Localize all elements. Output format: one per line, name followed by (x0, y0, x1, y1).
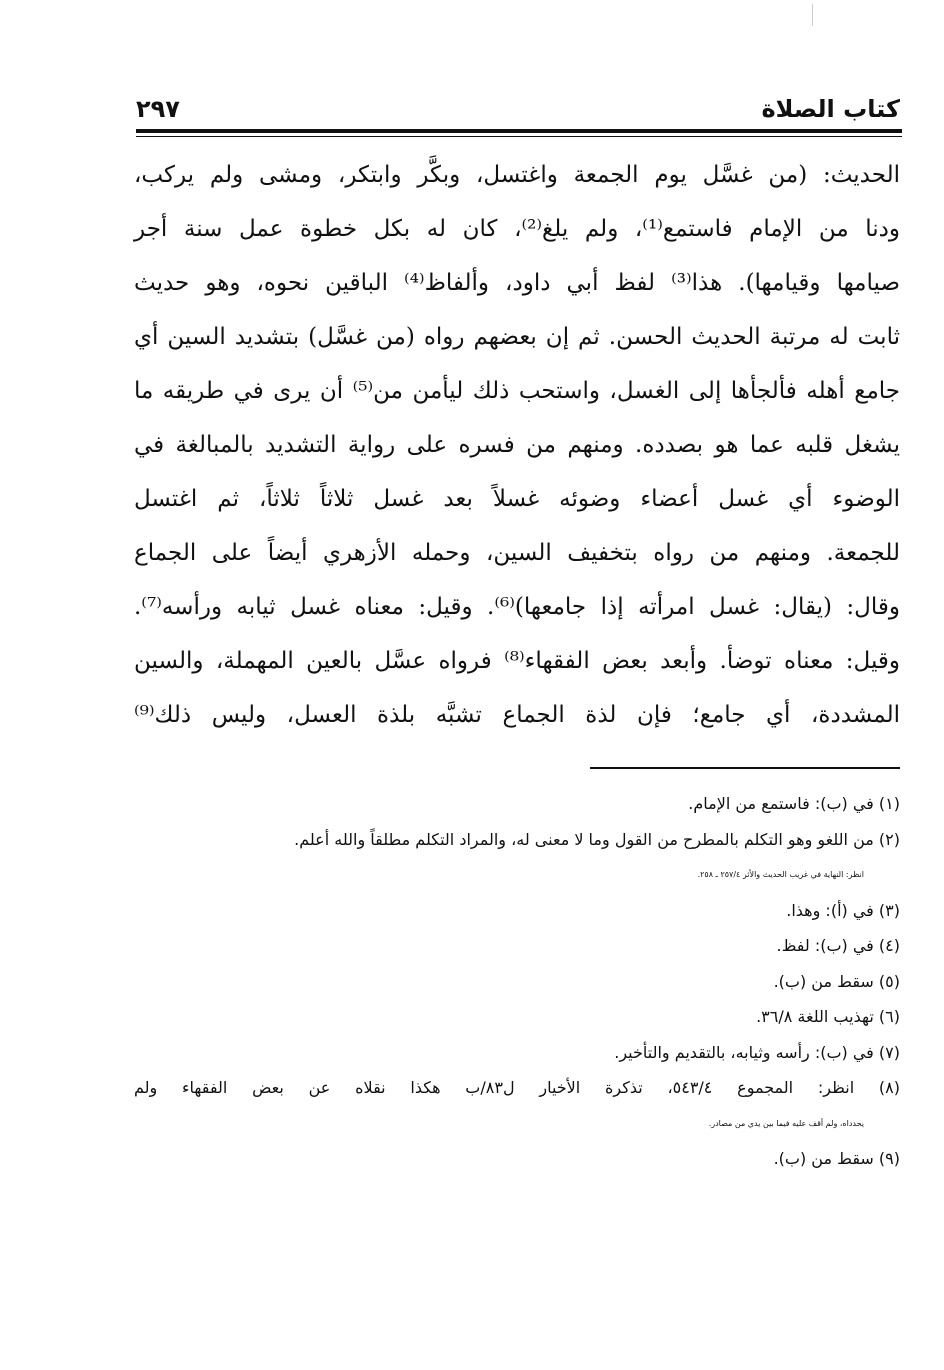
text-line: جامع أهله فألجأها إلى الغسل، واستحب ذلك ليأمن من⁽⁵⁾ أن يرى في طريقه ما (134, 378, 901, 404)
text-line: الحديث: (من غسَّل يوم الجمعة واغتسل، وبكَّر وابتكر، ومشى ولم يركب، (134, 162, 900, 188)
page-number: ٢٩٧ (136, 95, 180, 123)
footnotes (134, 786, 900, 1177)
footnote: (٤) في (ب): لفظ. (776, 936, 900, 955)
header-rule-thin (136, 136, 902, 137)
footnote: (٢) من اللغو وهو التكلم بالمطرح من القول وما لا معنى له، والمراد التكلم مطلقاً والله أعلم. (294, 829, 900, 849)
footnote: (٦) تهذيب اللغة ٣٦/٨. (756, 1007, 900, 1026)
text-line: وقال: (يقال: غسل امرأته إذا جامعها)⁽⁶⁾. وقيل: معناه غسل ثيابه ورأسه⁽⁷⁾. (134, 594, 900, 620)
footnote-continuation: يحدداه، ولم أقف عليه فيما بين يدي من مصادر. (708, 1118, 864, 1128)
header-rule-thick (136, 129, 902, 133)
text-line: الوضوء أي غسل أعضاء وضوئه غسلاً بعد غسل ثلاثاً ثلاثاً، ثم اغتسل (134, 486, 900, 512)
footnote: (٧) في (ب): رأسه وثيابه، بالتقديم والتأخير. (614, 1042, 900, 1062)
text-line: للجمعة. ومنهم من رواه بتخفيف السين، وحمله الأزهري أيضاً على الجماع (134, 540, 900, 566)
chapter-title: كتاب الصلاة (761, 95, 900, 123)
footnote: (١) في (ب): فاستمع من الإمام. (688, 794, 900, 813)
text-line: صيامها وقيامها). هذا⁽³⁾ لفظ أبي داود، وألفاظ⁽⁴⁾ الباقين نحوه، وهو حديث (134, 270, 900, 296)
text-line: ودنا من الإمام فاستمع⁽¹⁾، ولم يلغ⁽²⁾، كان له بكل خطوة عمل سنة أجر (134, 216, 900, 242)
text-line: ثابت له مرتبة الحديث الحسن. ثم إن بعضهم رواه (من غسَّل) بتشديد السين أي (134, 324, 900, 350)
footnote: (٨) انظر: المجموع ٥٤٣/٤، تذكرة الأخيار ل٨٣/ب هكذا نقلاه عن بعض الفقهاء ولم (134, 1078, 901, 1097)
footnote: (٥) سقط من (ب). (773, 971, 900, 991)
text-line: يشغل قلبه عما هو بصدده. ومنهم من فسره على رواية التشديد بالمبالغة في (134, 432, 900, 458)
page-header (136, 94, 900, 128)
footnote: (٩) سقط من (ب). (773, 1149, 900, 1168)
footnote: (٣) في (أ): وهذا. (786, 900, 900, 920)
footnote-continuation: انظر: النهاية في غريب الحديث والأثر ٢٥٧/٤ ـ ٢٥٨. (697, 870, 864, 879)
text-line: وقيل: معناه توضأ. وأبعد بعض الفقهاء⁽⁸⁾ فرواه عسَّل بالعين المهملة، والسين (134, 648, 900, 674)
text-line: المشددة، أي جامع؛ فإن لذة الجماع تشبَّه بلذة العسل، وليس ذلك⁽⁹⁾ (134, 702, 900, 728)
scan-mark (812, 4, 813, 26)
main-text (134, 148, 900, 742)
footnote-separator (590, 767, 900, 769)
